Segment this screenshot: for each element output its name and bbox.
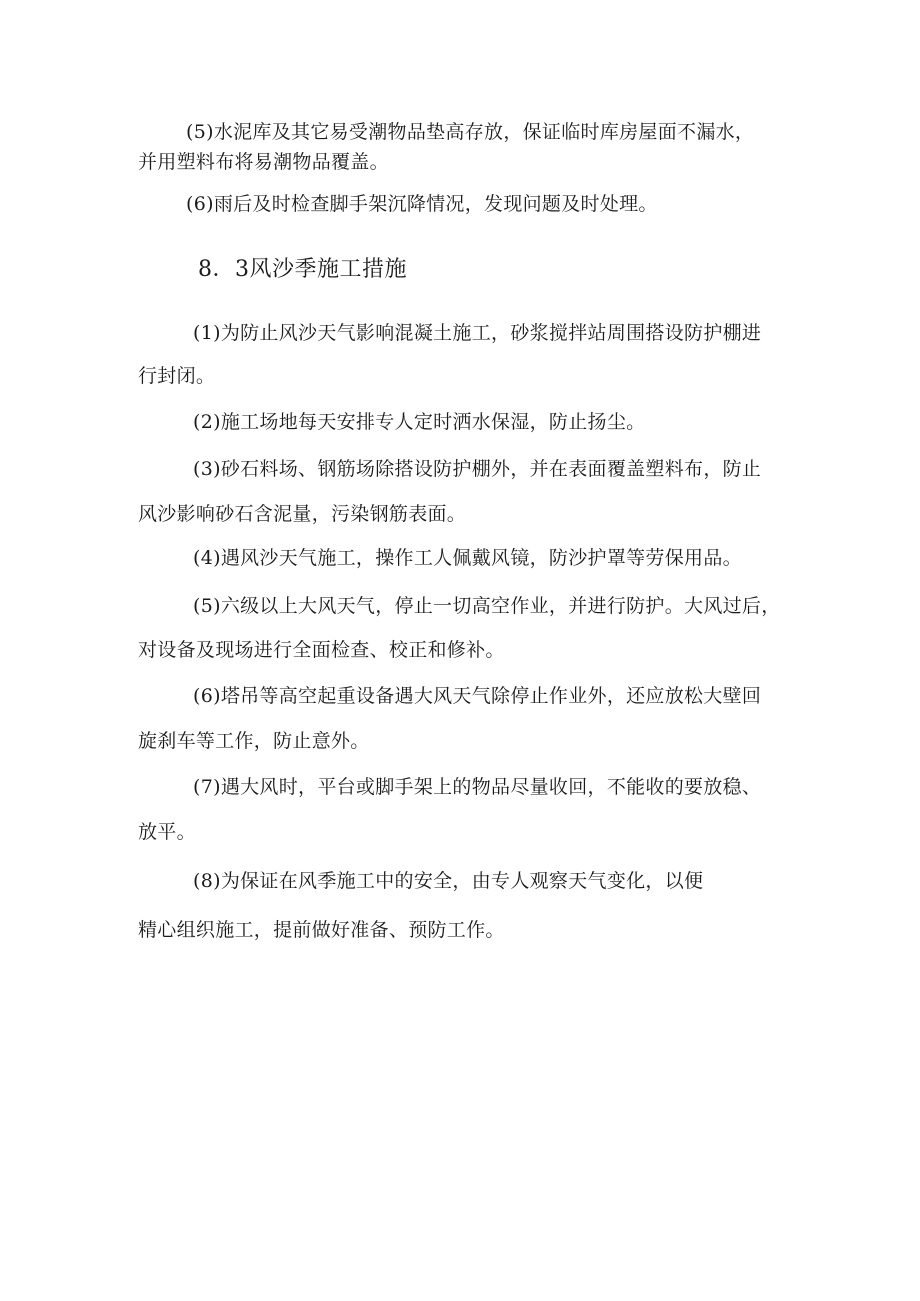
item-8-line-1: (8)为保证在风季施工中的安全，由专人观察天气变化，以便 [193, 870, 704, 892]
item-1-line-2: 行封闭。 [138, 365, 216, 387]
paragraph-rain-6: (6)雨后及时检查脚手架沉降情况，发现问题及时处理。 [186, 193, 658, 215]
item-4-line-1: (4)遇风沙天气施工，操作工人佩戴风镜，防沙护罩等劳保用品。 [193, 547, 742, 569]
item-6-line-2: 旋刹车等工作，防止意外。 [138, 730, 370, 752]
item-3-line-1: (3)砂石料场、钢筋场除搭设防护棚外，并在表面覆盖塑料布，防止 [193, 458, 762, 480]
item-6-line-1: (6)塔吊等高空起重设备遇大风天气除停止作业外，还应放松大壁回 [193, 685, 762, 707]
paragraph-rain-5-line-2: 并用塑料布将易潮物品覆盖。 [138, 151, 389, 173]
item-5-line-2: 对设备及现场进行全面检查、校正和修补。 [138, 639, 505, 661]
paragraph-rain-5-line-1: (5)水泥库及其它易受潮物品垫高存放，保证临时库房屋面不漏水， [186, 121, 755, 143]
item-8-line-2: 精心组织施工，提前做好准备、预防工作。 [138, 919, 505, 941]
item-7-line-1: (7)遇大风时，平台或脚手架上的物品尽量收回，不能收的要放稳、 [193, 776, 762, 798]
item-1-line-1: (1)为防止风沙天气影响混凝土施工，砂浆搅拌站周围搭设防护棚进 [193, 322, 762, 344]
item-3-line-2: 风沙影响砂石含泥量，污染钢筋表面。 [138, 503, 467, 525]
item-7-line-2: 放平。 [138, 821, 196, 843]
item-2-line-1: (2)施工场地每天安排专人定时洒水保湿，防止扬尘。 [193, 411, 646, 433]
section-heading: 8．3风沙季施工措施 [198, 257, 407, 282]
item-5-line-1: (5)六级以上大风天气，停止一切高空作业，并进行防护。大风过后， [193, 595, 781, 617]
